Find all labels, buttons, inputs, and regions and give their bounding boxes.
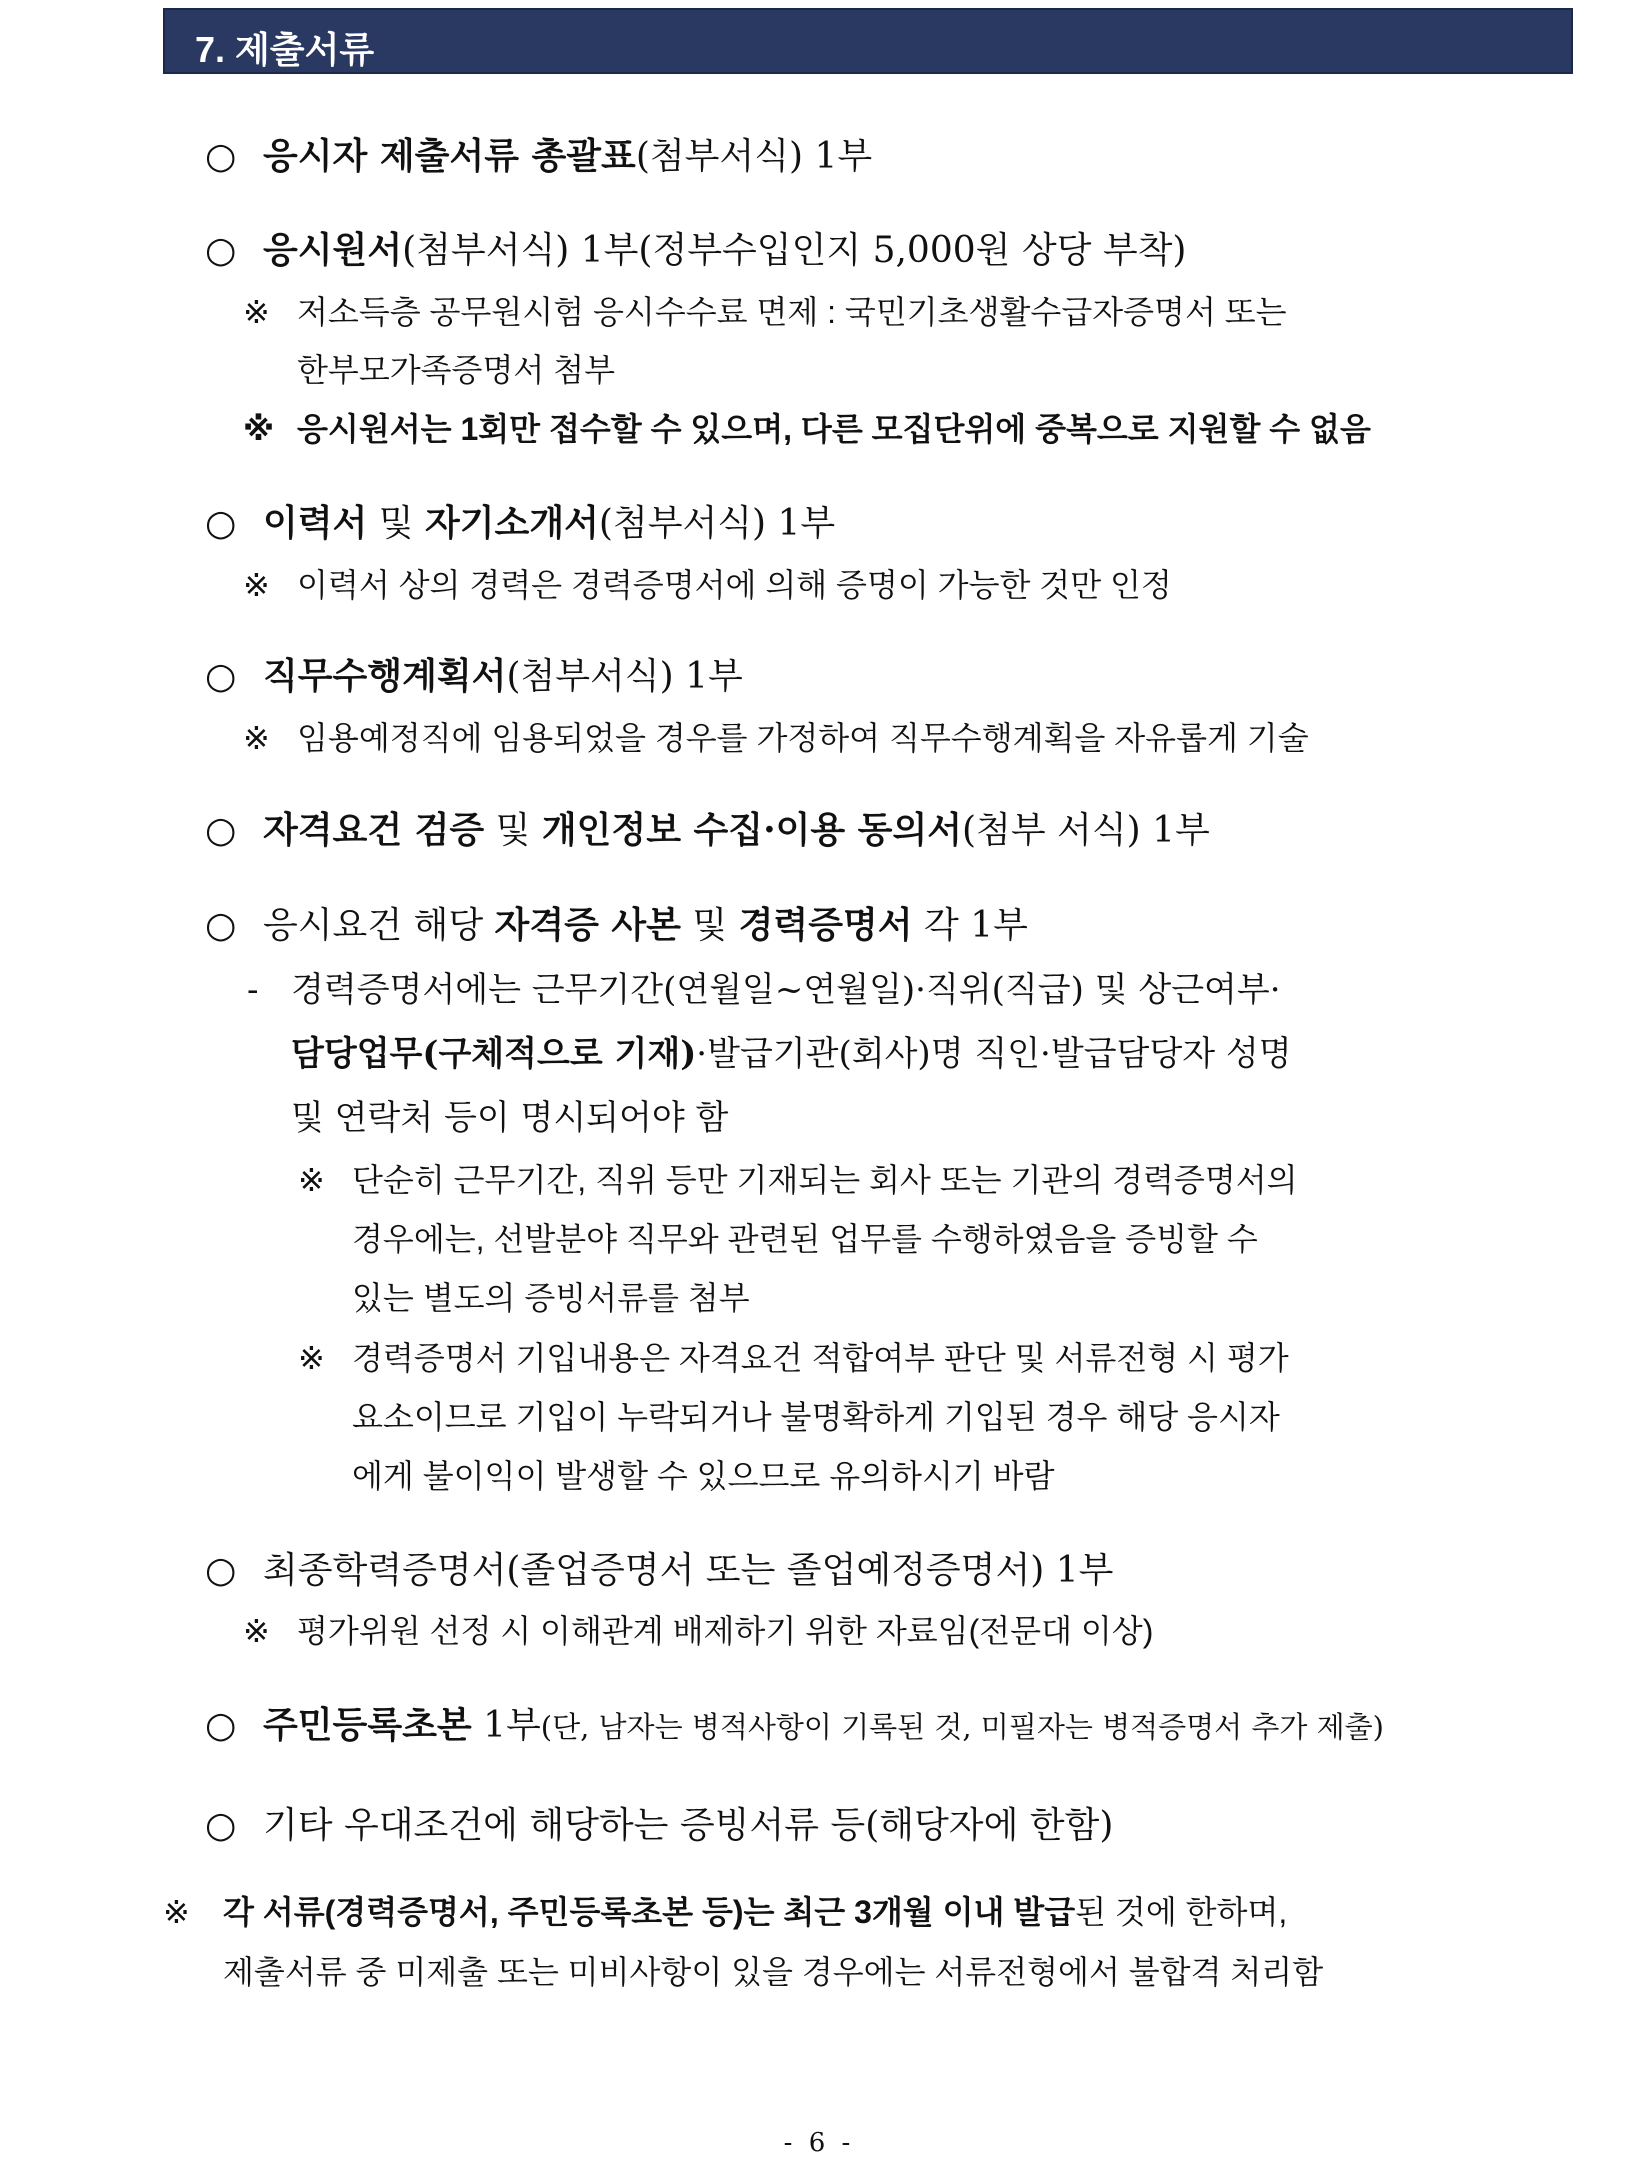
circle-bullet-icon: ○ [205, 1550, 237, 1591]
note-text: 이력서 상의 경력은 경력증명서에 의해 증명이 가능한 것만 인정 [297, 567, 1172, 603]
dash-text: 경력증명서에는 근무기간(연월일~연월일)·직위(직급) 및 상근여부· [291, 970, 1281, 1010]
note-resume [243, 560, 1172, 606]
final-note-text: 된 것에 한하며, [1075, 1894, 1288, 1930]
item-text: 1부 [471, 1705, 541, 1746]
item-text: 응시요건 해당 [263, 905, 495, 946]
reference-mark-icon: ※ [298, 1340, 325, 1376]
item-text: (첨부 서식) 1부 [962, 810, 1210, 851]
page-number: - 6 - [783, 2128, 855, 2158]
note-text: 있는 별도의 증빙서류를 첨부 [352, 1280, 750, 1316]
final-note-text: 각 서류(경력증명서, 주민등록초본 등)는 [223, 1894, 784, 1930]
item-text: 및 [367, 503, 425, 544]
item-bold: 자기소개서 [425, 502, 599, 544]
circle-bullet-icon: ○ [205, 810, 237, 851]
note-text: 에게 불이익이 발생할 수 있으므로 유의하시기 바람 [352, 1458, 1055, 1494]
note-application-1-cont [297, 345, 615, 391]
item-bold: 경력증명서 [738, 904, 913, 946]
item-bold: 응시자 제출서류 총괄표 [263, 135, 636, 177]
item-text: (첨부서식) 1부 [598, 503, 836, 544]
dash-license-line1 [247, 962, 1281, 1011]
item-small-text: (단, 남자는 병적사항이 기록된 것, 미필자는 병적증명서 추가 제출) [540, 1710, 1384, 1744]
item-text: (첨부서식) 1부(정부수입인지 5,000원 상당 부착) [402, 230, 1187, 271]
note-license-2-cont2 [352, 1451, 1055, 1497]
reference-mark-icon: ※ [243, 1613, 270, 1649]
note-license-2 [298, 1333, 1289, 1379]
reference-mark-icon: ※ [163, 1894, 190, 1930]
section-title: 7. 제출서류 [195, 29, 375, 70]
item-text: (첨부서식) 1부 [506, 656, 743, 697]
dash-license-line2 [291, 1026, 1292, 1075]
dash-bullet-icon: - [247, 970, 259, 1010]
circle-bullet-icon: ○ [205, 1805, 237, 1846]
item-bold: 개인정보 수집·이용 동의서 [541, 809, 963, 851]
dash-text: ·발급기관(회사)명 직인·발급담당자 성명 [696, 1034, 1292, 1074]
circle-bullet-icon: ○ [205, 1705, 237, 1746]
note-text: 단순히 근무기간, 직위 등만 기재되는 회사 또는 기관의 경력증명서의 [352, 1162, 1298, 1198]
item-bold: 이력서 [263, 502, 368, 544]
final-note-cont [223, 1947, 1323, 1993]
item-bold: 자격증 사본 [494, 904, 681, 946]
note-application-2 [243, 404, 1371, 450]
final-note [163, 1887, 1287, 1933]
note-license-2-cont [352, 1392, 1280, 1438]
note-text: 경력증명서 기입내용은 자격요건 적합여부 판단 및 서류전형 시 평가 [352, 1340, 1289, 1376]
reference-mark-icon: ※ [243, 294, 270, 330]
item-text: 및 [680, 905, 739, 946]
item-bold: 주민등록초본 [263, 1704, 472, 1746]
reference-mark-icon: ※ [298, 1162, 325, 1198]
item-text: 최종학력증명서(졸업증명서 또는 졸업예정증명서) 1부 [263, 1550, 1114, 1591]
note-text: 저소득층 공무원시험 응시수수료 면제 : 국민기초생활수급자증명서 또는 [297, 294, 1287, 330]
reference-mark-icon: ※ [243, 411, 275, 447]
note-text: 경우에는, 선발분야 직무와 관련된 업무를 수행하였음을 증빙할 수 [352, 1221, 1258, 1257]
reference-mark-icon: ※ [243, 720, 270, 756]
note-license-1-cont [352, 1214, 1258, 1260]
final-note-text: 제출서류 중 미제출 또는 미비사항이 있을 경우에는 서류전형에서 불합격 처리함 [223, 1954, 1324, 1990]
note-text: 한부모가족증명서 첨부 [297, 352, 616, 388]
note-text: 응시원서는 1회만 접수할 수 있으며, 다른 모집단위에 중복으로 지원할 수 없음 [297, 411, 1371, 447]
reference-mark-icon: ※ [243, 567, 270, 603]
section-header [163, 8, 1573, 74]
item-bold: 응시원서 [263, 229, 403, 271]
item-text: 각 1부 [912, 905, 1028, 946]
circle-bullet-icon: ○ [205, 136, 237, 177]
item-resume [205, 495, 835, 546]
item-text: 기타 우대조건에 해당하는 증빙서류 등(해당자에 한함) [263, 1805, 1114, 1846]
item-bold: 직무수행계획서 [263, 655, 507, 697]
circle-bullet-icon: ○ [205, 230, 237, 271]
note-plan [243, 713, 1309, 759]
dash-bold: 담당업무(구체적으로 기재) [291, 1034, 697, 1074]
item-license [205, 897, 1028, 948]
circle-bullet-icon: ○ [205, 905, 237, 946]
item-text: 및 [484, 810, 542, 851]
item-summary [205, 128, 872, 179]
circle-bullet-icon: ○ [205, 503, 237, 544]
note-diploma [243, 1606, 1153, 1652]
dash-text: 및 연락처 등이 명시되어야 함 [291, 1098, 729, 1138]
item-resident [205, 1697, 1384, 1748]
note-license-1-cont2 [352, 1273, 750, 1319]
item-plan [205, 648, 743, 699]
item-text: (첨부서식) 1부 [635, 136, 873, 177]
item-other [205, 1797, 1113, 1848]
item-diploma [205, 1542, 1113, 1593]
final-note-bold: 최근 3개월 이내 발급 [783, 1894, 1076, 1930]
circle-bullet-icon: ○ [205, 656, 237, 697]
note-text: 임용예정직에 임용되었을 경우를 가정하여 직무수행계획을 자유롭게 기술 [297, 720, 1309, 756]
item-consent [205, 802, 1210, 853]
dash-license-line3 [291, 1090, 728, 1139]
item-application [205, 222, 1186, 273]
note-license-1 [298, 1155, 1298, 1201]
note-text: 평가위원 선정 시 이해관계 배제하기 위한 자료임(전문대 이상) [297, 1613, 1154, 1649]
item-bold: 자격요건 검증 [263, 809, 485, 851]
note-application-1 [243, 287, 1287, 333]
note-text: 요소이므로 기입이 누락되거나 불명확하게 기입된 경우 해당 응시자 [352, 1399, 1280, 1435]
